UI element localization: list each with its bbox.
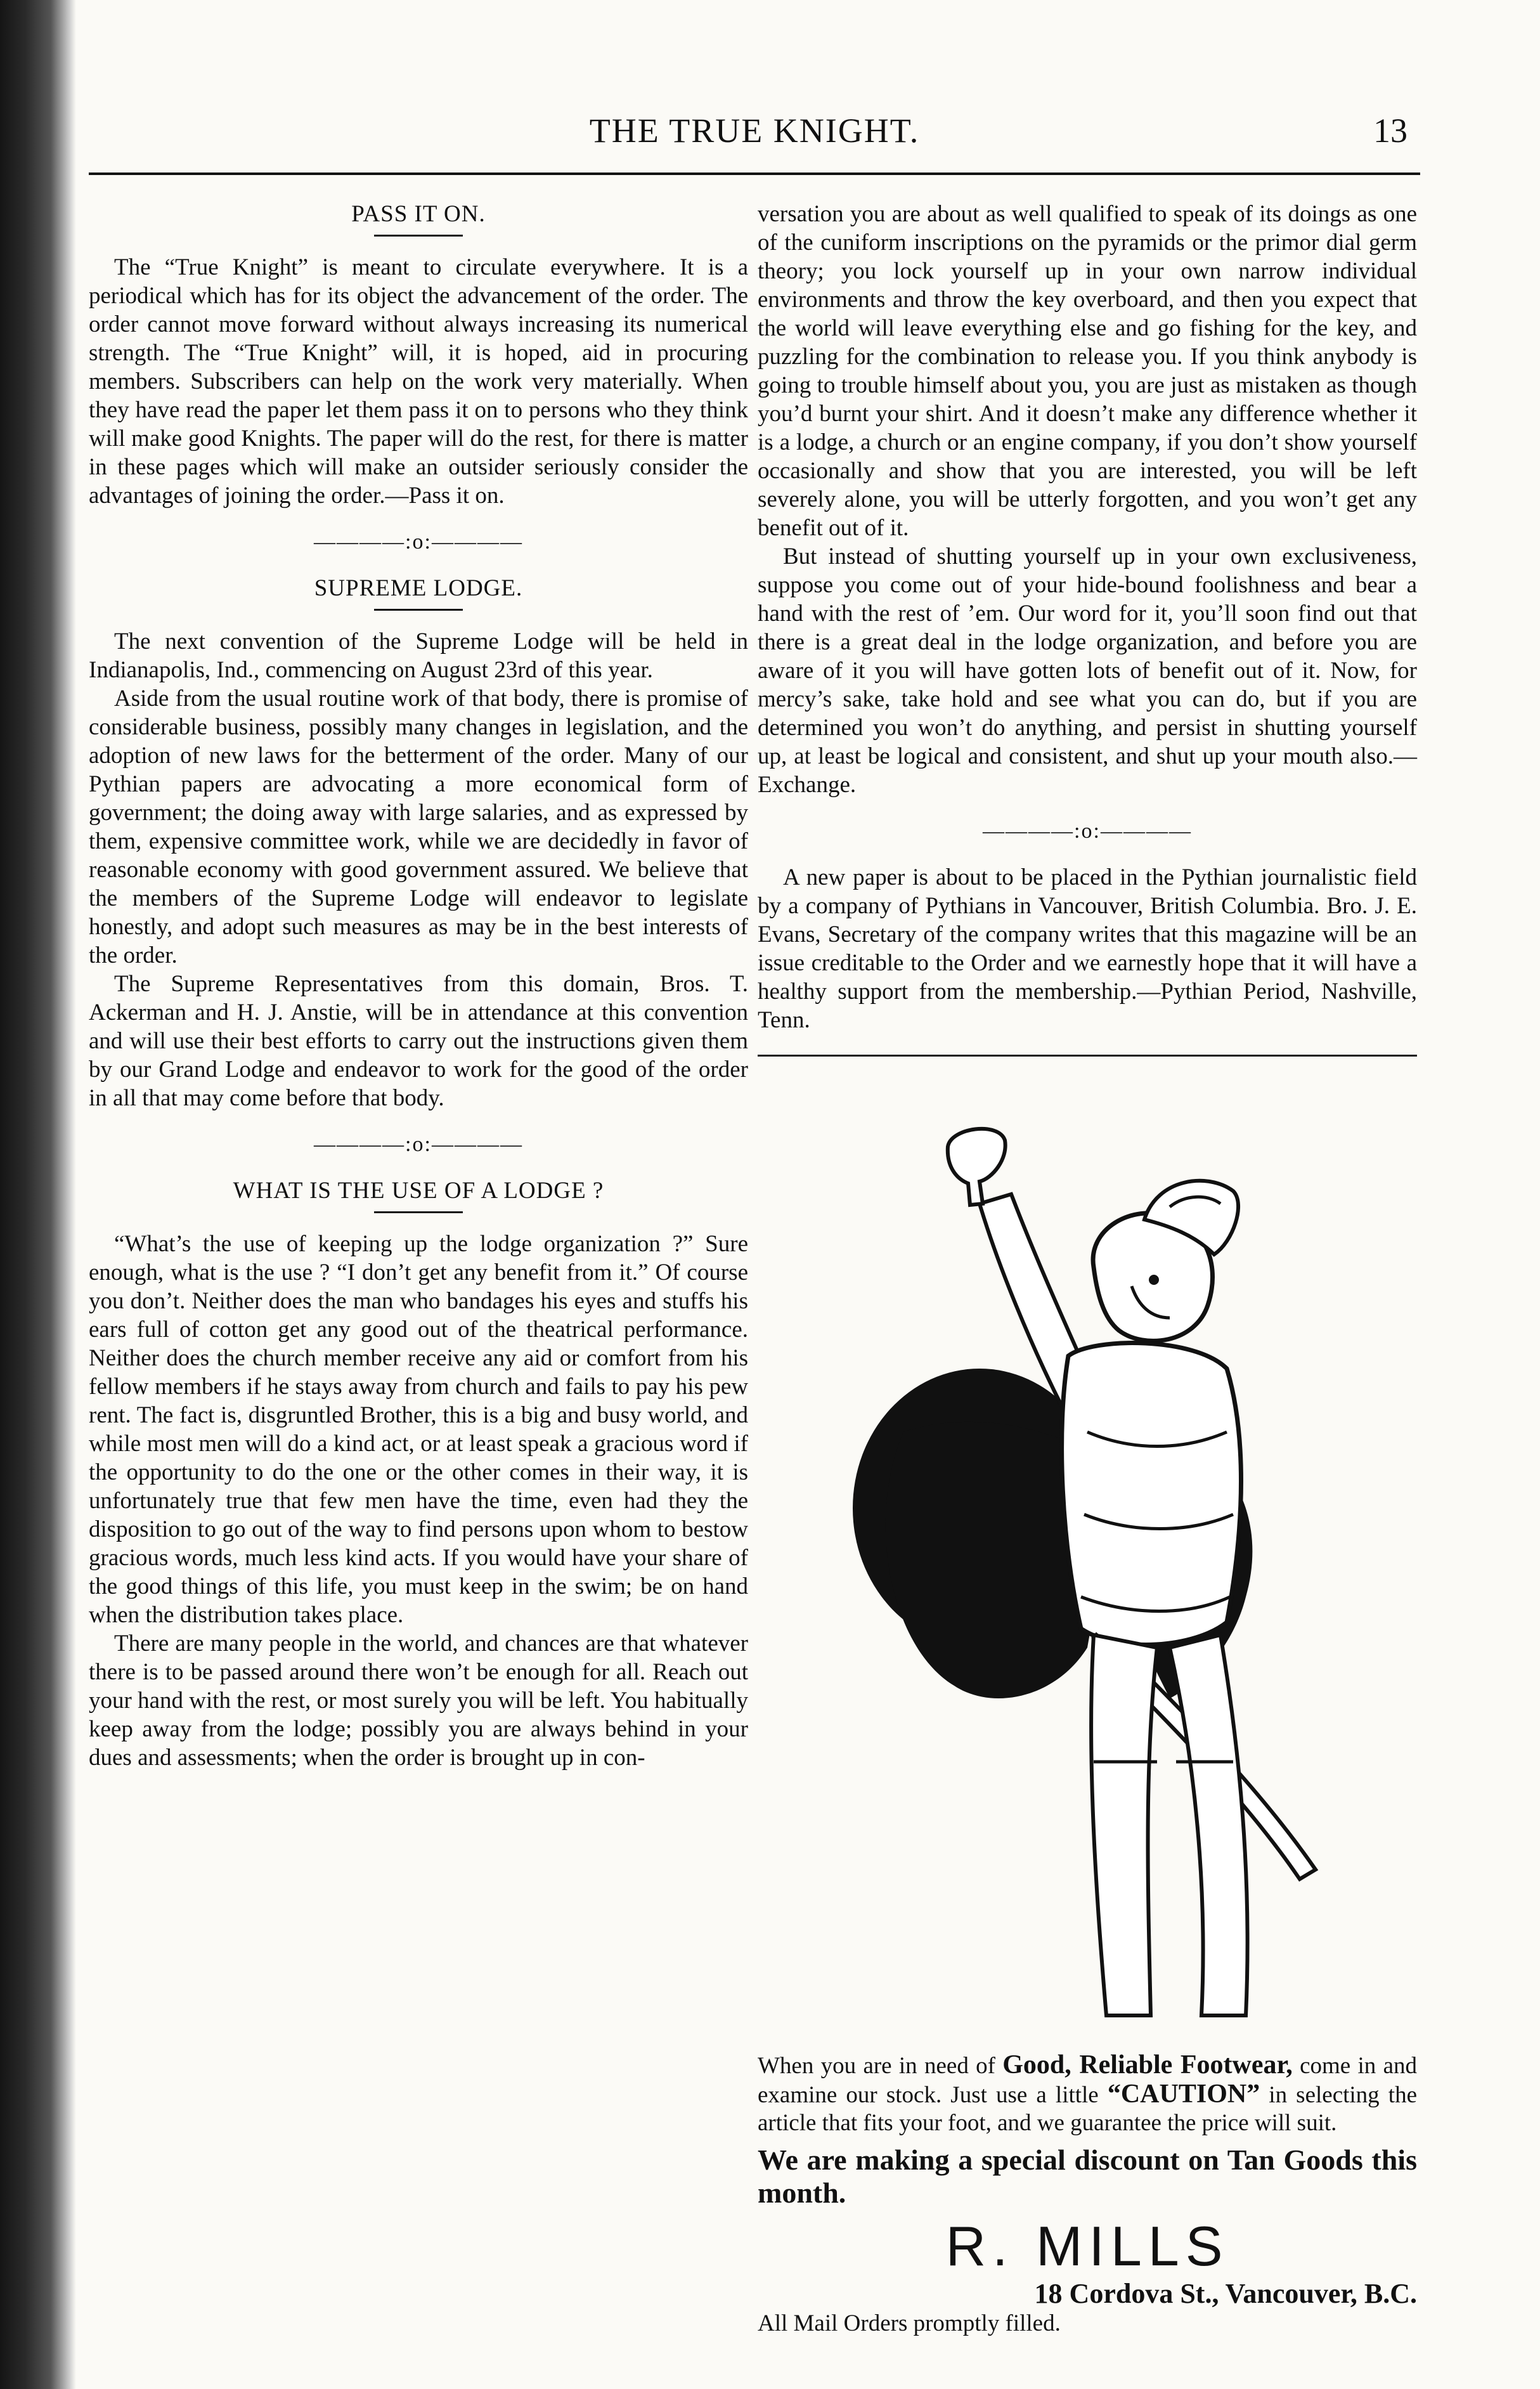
right-column [758,200,1417,2338]
ad-mail-orders: All Mail Orders promptly filled. [758,2310,1061,2336]
article-paragraph: A new paper is about to be placed in the Pythian journalistic field by a company of Pythians in Vancouver, British Columbia. Bro. J. E. Evans, Secretary of the company writes that this magazine will be an issue creditable to the Order and we earnestly hope that it will have a healthy support from the membership.—Pythian Period, Nashville, Tenn. [758,864,1417,1033]
ad-intro-middle: come in and examine our stock. Just use a little [758,2053,1417,2108]
article-paragraph: versation you are about as well qualified to speak of its doings as one of the cuniform inscriptions on the pyramids or the primor dial germ theory; you lock yourself up in your own narrow individual environments and throw the key overboard, and then you expect that the world will leave everything else and go fishing for the key, and puzzling for the combination to release you. If you think anybody is going to trouble himself about you, you are just as mistaken as though you’d burnt your shirt. And it doesn’t make any difference whether it is a lodge, a church or an engine company, if you don’t show yourself occasionally and show that you are interested, you will be left severely alone, you will be utterly forgotten, and you won’t get any benefit out of it. [758,201,1417,541]
section-separator: ————:o:———— [314,530,523,554]
article-paragraph: But instead of shutting yourself up in your own exclusiveness, suppose you come out of your hide-bound foolishness and bear a hand with the rest of ’em. Our word for it, you’ll soon find out that there is a great deal in the lodge organization, and before you are aware of it you will have gotten lots of benefit out of it. Now, for mercy’s sake, take hold and see what you can do, but if you are determined you won’t do anything, and persist in shutting yourself up, at least be logical and consistent, and shut up your mouth also.—Exchange. [758,544,1417,798]
page-number: 13 [1373,112,1407,150]
ad-address: 18 Cordova St., Vancouver, B.C. [1034,2278,1417,2309]
header-rule [89,173,1420,175]
ad-intro-before: When you are in need of [758,2053,1003,2079]
ad-intro-bold: Good, Reliable Footwear, [1002,2050,1293,2080]
section-separator: ————:o:———— [314,1133,523,1156]
heading-rule [374,1211,463,1213]
left-column [89,200,748,1772]
page-binding-edge [0,0,76,2389]
article-paragraph: The Supreme Representatives from this domain, Bros. T. Ackerman and H. J. Anstie, will be in attendance at this convention and will use their best efforts to carry out the instructions given them by our Grand Lodge and endeavor to work for the good of the order in all that may come before that body. [89,971,748,1111]
article-paragraph: The next convention of the Supreme Lodge will be held in Indianapolis, Ind., commencing on August 23rd of this year. [89,628,748,683]
article-new-paper [758,863,1417,1034]
article-heading: WHAT IS THE USE OF A LODGE ? [233,1178,604,1204]
article-pass-it-on [89,200,748,510]
article-paragraph: There are many people in the world, and chances are that whatever there is to be passed around there won’t be enough for all. Reach out your hand with the rest, or most surely you will be left. You habitually keep away from the lodge; possibly you are always behind in your dues and assessments; when the order is brought up in con- [89,1631,748,1771]
ad-caution: “CAUTION” [1107,2080,1260,2109]
article-supreme-lodge [89,574,748,1112]
heading-rule [374,609,463,611]
ad-intro-after: in selecting the article that fits your foot, and we guarantee the price will suit. [758,2082,1417,2136]
page-header [89,105,1420,162]
article-paragraph: The “True Knight” is meant to circulate everywhere. It is a periodical which has for its object the advancement of the order. The order cannot move forward without always increasing its numerical strength. The “True Knight” will, it is hoped, aid in procuring members. Subscribers can help on the work very materially. When they have read the paper let them pass it on to persons who they think will make good Knights. The paper will do the rest, for there is matter in these pages which will make an outsider seriously consider the advantages of joining the order.—Pass it on. [89,254,748,509]
article-heading: PASS IT ON. [351,201,486,227]
ad-promo: We are making a special discount on Tan Goods this month. [758,2144,1417,2209]
advertisement-rule [758,1055,1417,1057]
article-lodge-use [89,1176,748,1772]
advertisement-copy [758,2051,1417,2137]
knight-toasting-illustration-icon [789,1077,1385,2034]
footwear-advertisement [758,1077,1417,2338]
running-title: THE TRUE KNIGHT. [589,112,920,150]
article-heading: SUPREME LODGE. [314,575,523,601]
article-lodge-use-continued [758,200,1417,799]
heading-rule [374,235,463,237]
article-paragraph: Aside from the usual routine work of that body, there is promise of considerable business, possibly many changes in legislation, and the adoption of new laws for the betterment of the order. Many of our Pythian papers are advocating a more economical form of government; the doing away with large salaries, and as expressed by them, expensive committee work, while we are decidedly in favor of reasonable economy with good government assured. We believe that the members of the Supreme Lodge will endeavor to legislate honestly, and adopt such measures as may be in the best interests of the order. [89,686,748,968]
article-paragraph: “What’s the use of keeping up the lodge organization ?” Sure enough, what is the use ? “I don’t get any benefit from it.” Of course you don’t. Neither does the man who bandages his eyes and stuffs his ears full of cotton get any good out of the theatrical performance. Neither does the church member receive any aid or comfort from his fellow members if he stays away from church and fails to pay his pew rent. The fact is, disgruntled Brother, this is a big and busy world, and while most men will do a kind act, or at least speak a gracious word if the opportunity to do the one or the other comes in their way, it is unfortunately true that few men have the time, even had they the disposition to go out of the way to find persons upon whom to bestow gracious words, much less kind acts. If you would have your share of the good things of this life, you must keep in the swim; be on hand when the distribution takes place. [89,1231,748,1628]
section-separator: ————:o:———— [983,819,1192,843]
ad-brand: R. MILLS [945,2215,1229,2277]
